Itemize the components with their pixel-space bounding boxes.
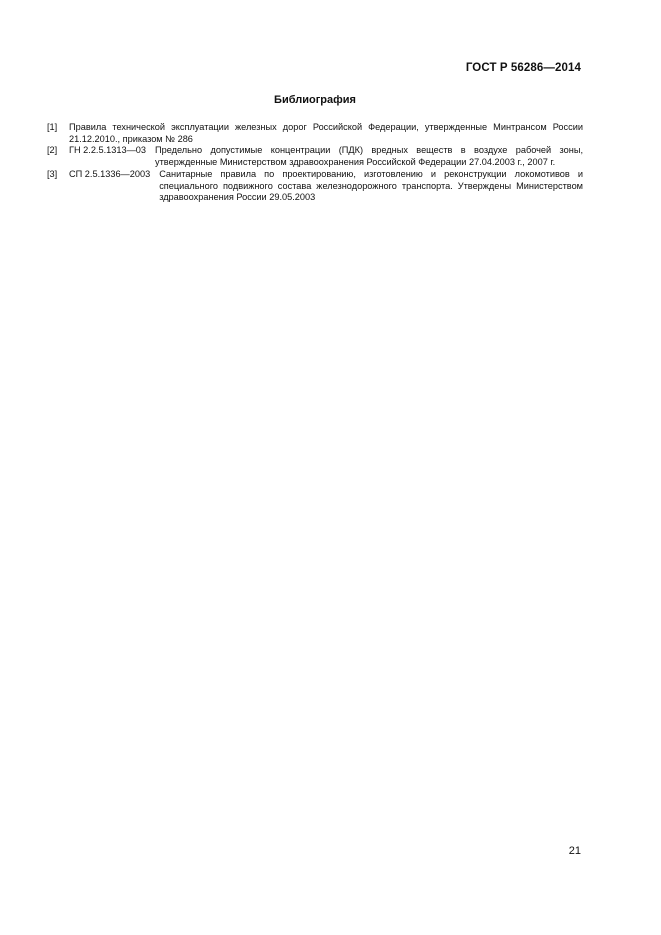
bibliography-list [47,122,583,204]
reference-text: Санитарные правила по проектированию, изготовлению и реконструкции локомотивов и специального подвижного состава железнодорожного транспорта. Утверждены Министерством здравоохранения России 29.05.2003 [159,168,583,203]
reference-text: Предельно допустимые концентрации (ПДК) вредных веществ в воздухе рабочей зоны, утвержденные Министерством здравоохранения Российской Федерации 27.04.2003 г., 2007 г. [155,145,583,168]
page-number: 21 [568,845,581,857]
bibliography-item [47,122,583,145]
reference-code: СП 2.5.1336—2003 [69,168,151,179]
document-code: ГОСТ Р 56286—2014 [465,62,581,74]
bibliography-item [47,169,583,204]
bibliography-item [47,145,583,168]
bibliography-title: Библиография [274,94,356,106]
reference-number: [2] [47,145,58,156]
reference-text: Правила технической эксплуатации железных дорог Российской Федерации, утвержденные Минтрансом России 21.12.2010., приказом № 286 [69,122,583,144]
reference-number: [3] [47,168,58,179]
reference-code: ГН 2.2.5.1313—03 [69,145,146,156]
reference-number: [1] [47,122,58,132]
